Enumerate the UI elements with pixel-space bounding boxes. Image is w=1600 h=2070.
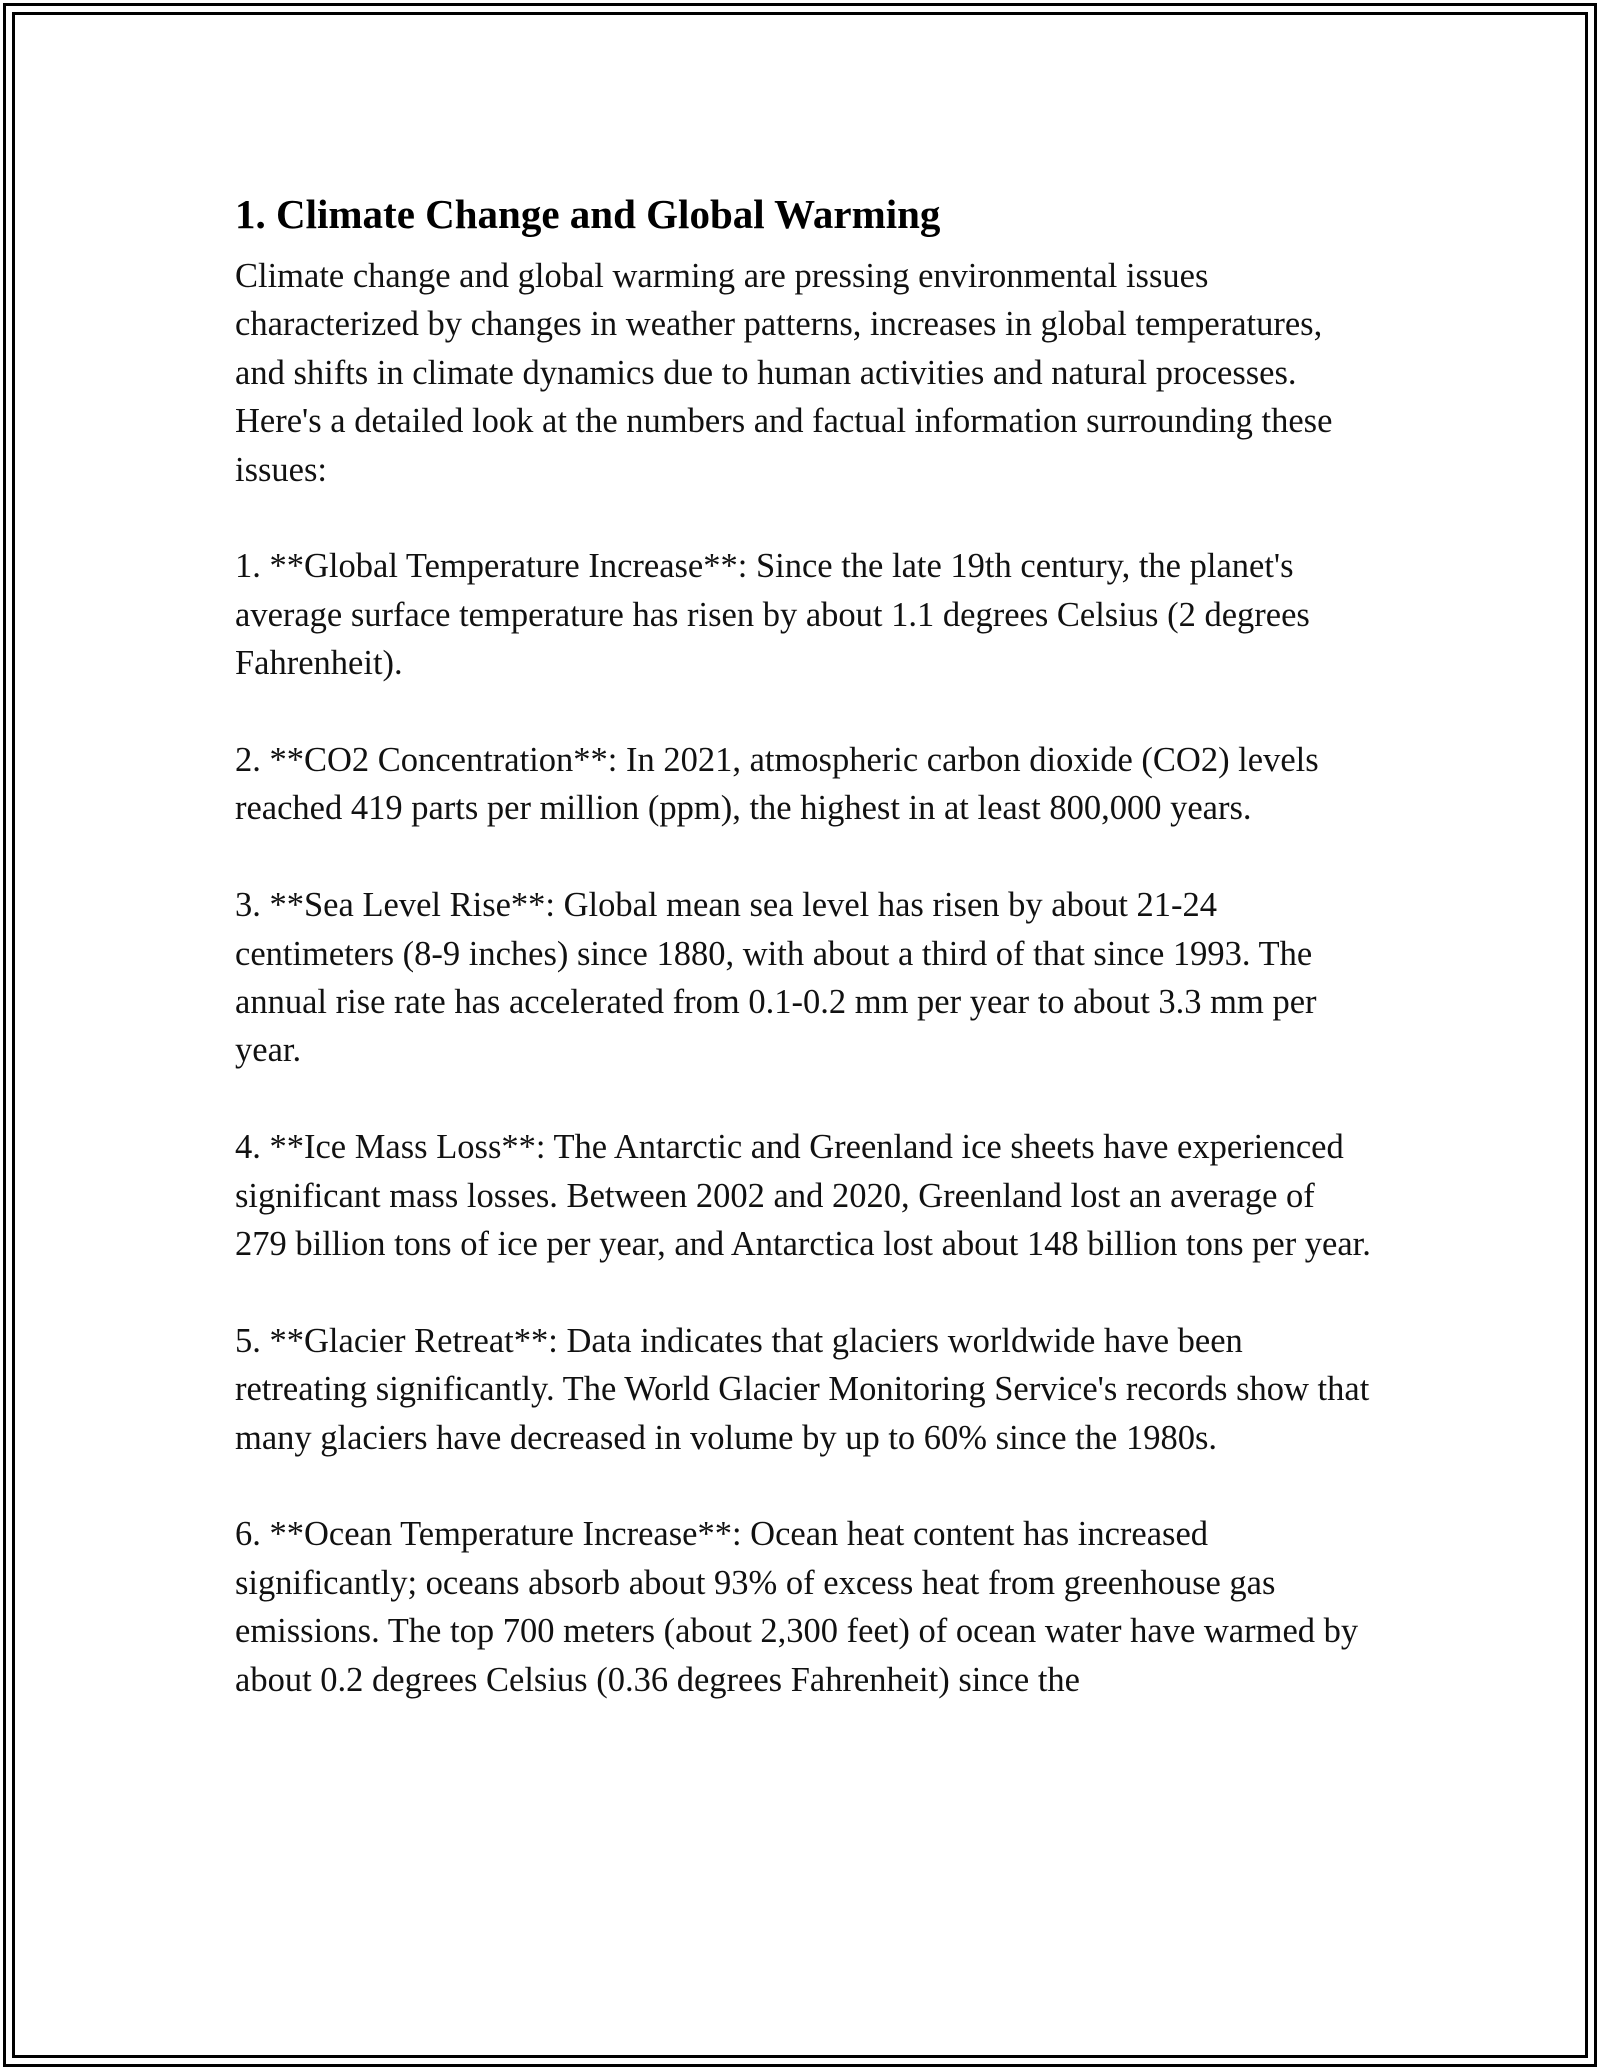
list-item-ice-mass-loss: 4. **Ice Mass Loss**: The Antarctic and Greenland ice sheets have experienced significant mass losses. Between 2002 and 2020, Greenland lost an average of 279 billion tons of ice per year, and Antarctica lost about 148 billion tons per year. — [235, 1128, 1371, 1264]
list-item-ocean-temperature: 6. **Ocean Temperature Increase**: Ocean heat content has increased significantly; oceans absorb about 93% of excess heat from greenhouse gas emissions. The top 700 meters (about 2,300 feet) of ocean water have warmed by about 0.2 degrees Celsius (0.36 degrees Fahrenheit) since the — [235, 1515, 1359, 1699]
document-title: 1. Climate Change and Global Warming — [235, 191, 941, 237]
list-item-glacier-retreat: 5. **Glacier Retreat**: Data indicates that glaciers worldwide have been retreating significantly. The World Glacier Monitoring Service's records show that many glaciers have decreased in volume by up to 60% since the 1980s. — [235, 1321, 1370, 1457]
intro-paragraph: Climate change and global warming are pressing environmental issues characterized by changes in weather patterns, increases in global temperatures, and shifts in climate dynamics due to human activities and natural processes. Here's a detailed look at the numbers and factual information surrounding these issues: — [235, 257, 1333, 489]
list-item-sea-level-rise: 3. **Sea Level Rise**: Global mean sea level has risen by about 21-24 centimeters (8-9 inches) since 1880, with about a third of that since 1993. The annual rise rate has accelerated from 0.1-0.2 mm per year to about 3.3 mm per year. — [235, 886, 1317, 1070]
list-item-global-temperature: 1. **Global Temperature Increase**: Since the late 19th century, the planet's average surface temperature has risen by about 1.1 degrees Celsius (2 degrees Fahrenheit). — [235, 547, 1310, 683]
list-item-co2-concentration: 2. **CO2 Concentration**: In 2021, atmospheric carbon dioxide (CO2) levels reached 419 parts per million (ppm), the highest in at least 800,000 years. — [235, 741, 1319, 828]
document-body — [235, 180, 1375, 1704]
